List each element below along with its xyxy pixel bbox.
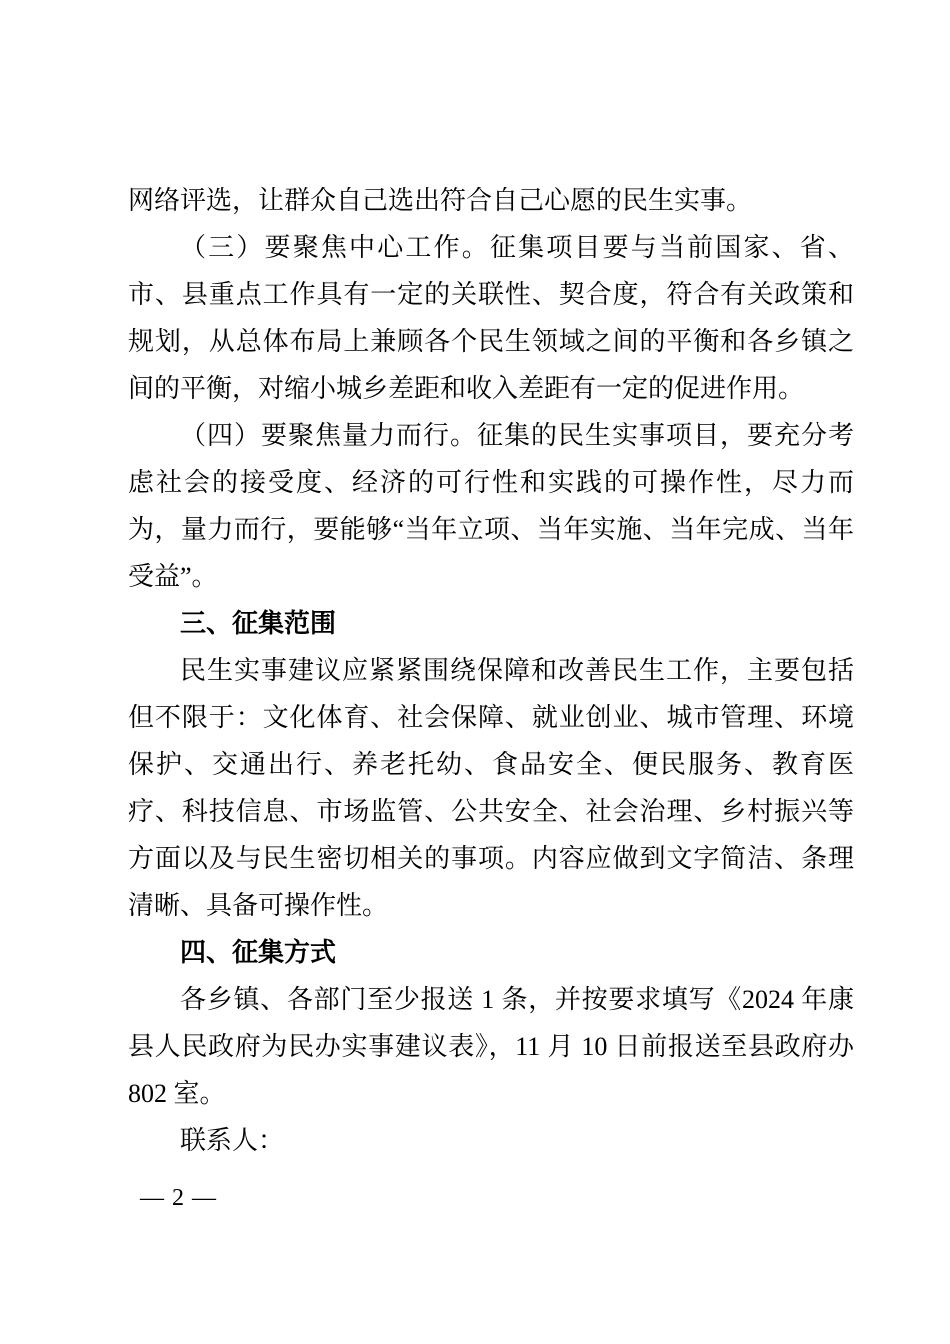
body-paragraph: 民生实事建议应紧紧围绕保障和改善民生工作，主要包括但不限于：文化体育、社会保障、就业创业、城市管理、环境保护、交通出行、养老托幼、食品安全、便民服务、教育医疗、科技信息、市场监管、公共安全、社会治理、乡村振兴等方面以及与民生密切相关的事项。内容应做到文字简洁、条理清晰、具备可操作性。 <box>128 656 854 920</box>
page-number: — 2 — <box>140 1185 217 1211</box>
body-paragraph: （三）要聚焦中心工作。征集项目要与当前国家、省、市、县重点工作具有一定的关联性、契合度，符合有关政策和规划，从总体布局上兼顾各个民生领域之间的平衡和各乡镇之间的平衡，对缩小城乡差距和收入差距有一定的促进作用。 <box>128 233 854 403</box>
body-paragraph: 联系人： <box>180 1126 285 1155</box>
body-paragraph: （四）要聚焦量力而行。征集的民生实事项目，要充分考虑社会的接受度、经济的可行性和实践的可操作性，尽力而为，量力而行，要能够“当年立项、当年实施、当年完成、当年受益”。 <box>128 421 854 591</box>
section-heading: 四、征集方式 <box>180 937 337 967</box>
section-heading: 三、征集范围 <box>180 608 337 638</box>
document-body <box>128 177 854 1164</box>
page-footer <box>140 1183 217 1213</box>
body-paragraph: 网络评选，让群众自己选出符合自己心愿的民生实事。 <box>128 186 753 215</box>
body-paragraph: 各乡镇、各部门至少报送 1 条，并按要求填写《2024 年康县人民政府为民办实事建议表》，11 月 10 日前报送至县政府办 802 室。 <box>128 985 854 1108</box>
